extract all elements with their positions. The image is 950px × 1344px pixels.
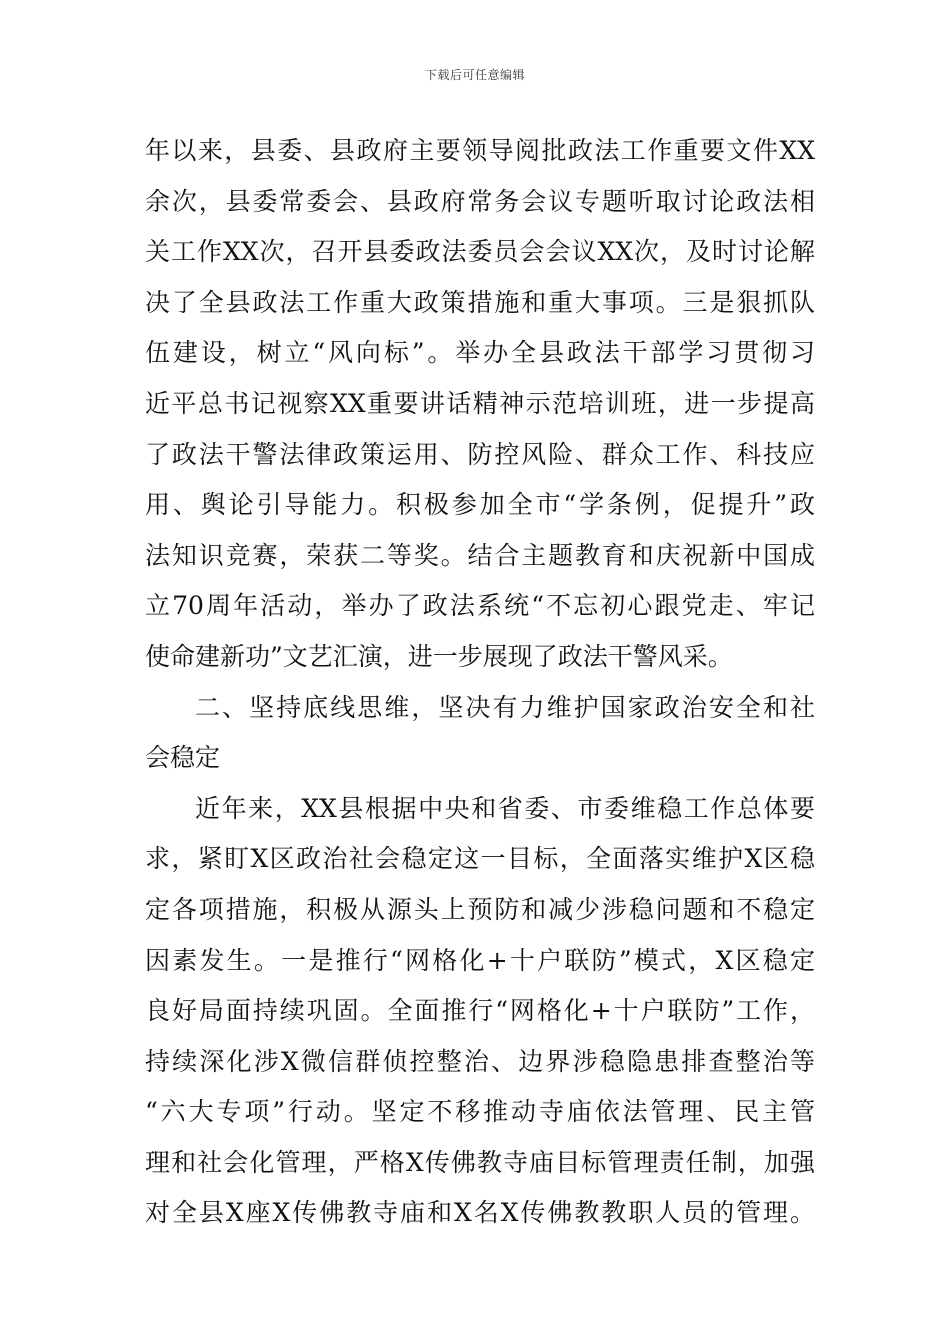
body-text bbox=[145, 126, 815, 1239]
text-line: 年以来，县委、县政府主要领导阅批政法工作重要文件XX bbox=[145, 136, 815, 165]
text-line: 会稳定 bbox=[145, 743, 221, 773]
text-line: 定各项措施，积极从源头上预防和减少涉稳问题和不稳定 bbox=[145, 894, 815, 924]
text-line: 因素发生。一是推行“网格化+十户联防”模式，X区稳定 bbox=[145, 945, 815, 975]
text-line: 用、舆论引导能力。积极参加全市“学条例，促提升”政 bbox=[145, 490, 815, 520]
text-line: 近平总书记视察XX重要讲话精神示范培训班，进一步提高 bbox=[145, 388, 815, 418]
text-line: 良好局面持续巩固。全面推行“网格化+十户联防”工作， bbox=[145, 996, 815, 1026]
text-line: 决了全县政法工作重大政策措施和重大事项。三是狠抓队 bbox=[145, 287, 815, 317]
page-header: 下载后可任意编辑 bbox=[424, 68, 525, 82]
text-line: 持续深化涉X微信群侦控整治、边界涉稳隐患排查整治等 bbox=[145, 1046, 815, 1076]
text-line: 立70周年活动，举办了政法系统“不忘初心跟党走、牢记 bbox=[145, 591, 815, 621]
text-line: 对全县X座X传佛教寺庙和X名X传佛教教职人员的管理。 bbox=[145, 1198, 815, 1228]
text-line: “六大专项”行动。坚定不移推动寺庙依法管理、民主管 bbox=[145, 1097, 815, 1127]
text-line: 使命建新功”文艺汇演，进一步展现了政法干警风采。 bbox=[145, 641, 733, 671]
text-line: 余次，县委常委会、县政府常务会议专题听取讨论政法相 bbox=[145, 186, 815, 216]
text-line: 关工作XX次，召开县委政法委员会会议XX次，及时讨论解 bbox=[145, 237, 815, 267]
text-line: 理和社会化管理，严格X传佛教寺庙目标管理责任制，加强 bbox=[145, 1147, 815, 1177]
text-line: 近年来，XX县根据中央和省委、市委维稳工作总体要 bbox=[195, 793, 815, 823]
text-line: 了政法干警法律政策运用、防控风险、群众工作、科技应 bbox=[145, 439, 815, 469]
text-line: 二、坚持底线思维，坚决有力维护国家政治安全和社 bbox=[195, 692, 815, 722]
text-line: 伍建设，树立“风向标”。举办全县政法干部学习贯彻习 bbox=[145, 338, 815, 368]
text-line: 求，紧盯X区政治社会稳定这一目标，全面落实维护X区稳 bbox=[145, 844, 815, 874]
text-line: 法知识竞赛，荣获二等奖。结合主题教育和庆祝新中国成 bbox=[145, 540, 815, 570]
